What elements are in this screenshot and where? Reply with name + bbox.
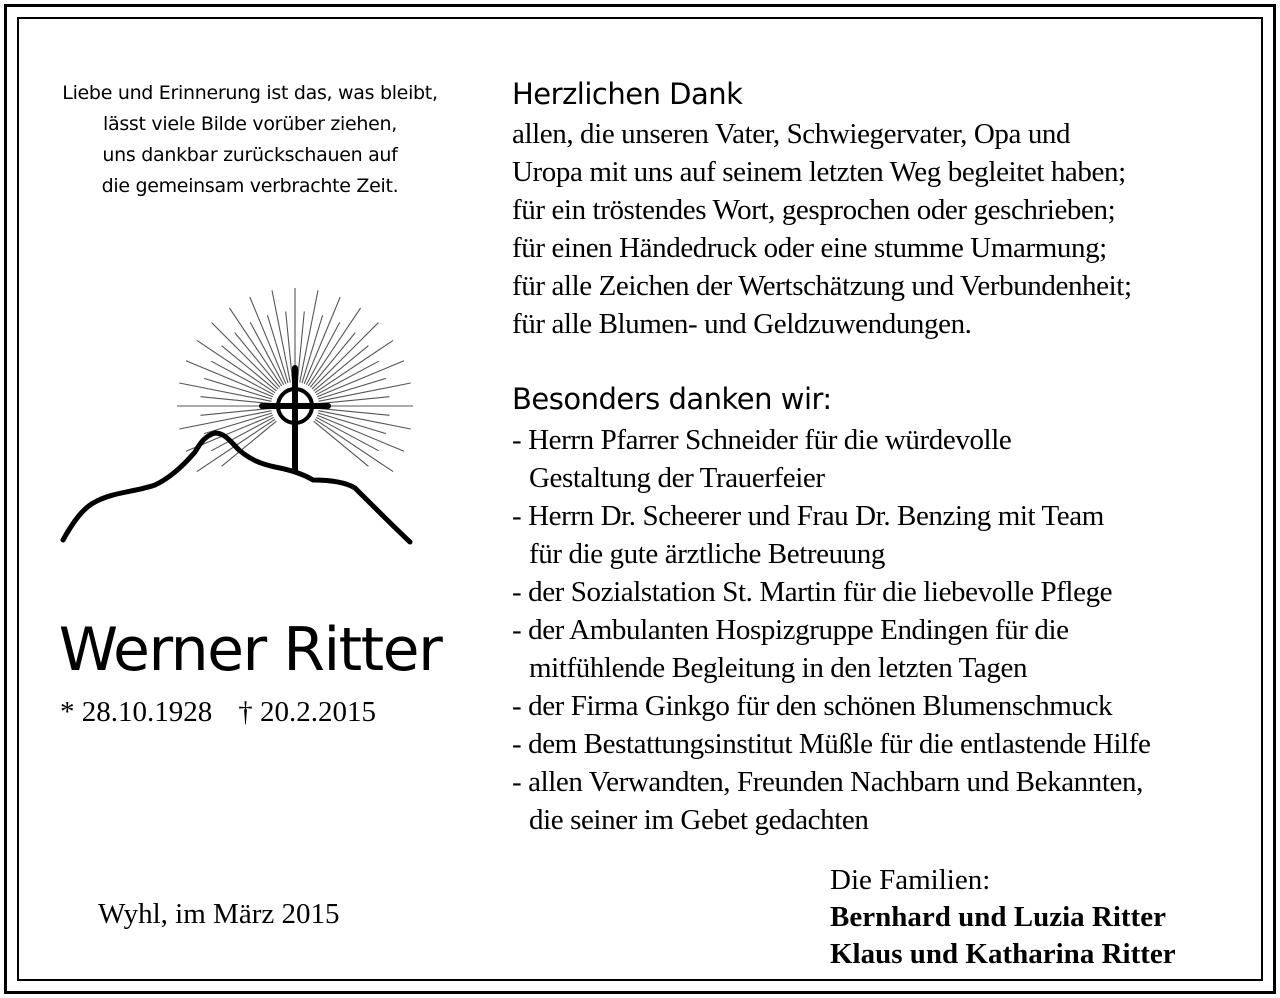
quote-line: lässt viele Bilde vorüber ziehen, xyxy=(103,113,397,135)
light-ray xyxy=(250,297,286,384)
family-name: Klaus und Katharina Ritter xyxy=(830,938,1176,970)
list-item: - Herrn Pfarrer Schneider für die würdevolle xyxy=(512,424,1012,456)
thanks-line: für ein tröstendes Wort, gesprochen oder geschrieben; xyxy=(512,194,1116,226)
light-ray xyxy=(235,333,280,388)
families-label: Die Familien: xyxy=(830,864,991,896)
list-item-continuation: die seiner im Gebet gedachten xyxy=(529,804,869,836)
thanks-line: Uropa mit uns auf seinem letzten Weg begleitet haben; xyxy=(512,156,1126,188)
quote-line: uns dankbar zurückschauen auf xyxy=(102,144,398,166)
cross-on-mountain-with-rays-icon xyxy=(55,270,425,560)
birth-date: * 28.10.1928 xyxy=(60,696,213,728)
mountain-outline xyxy=(63,433,410,542)
light-ray xyxy=(319,408,390,415)
thanks-text xyxy=(512,115,1262,343)
list-item-continuation: Gestaltung der Trauerfeier xyxy=(529,462,825,494)
list-item: - der Ambulanten Hospizgruppe Endingen für die xyxy=(512,614,1069,646)
quote-line: Liebe und Erinnerung ist das, was bleibt, xyxy=(62,82,438,104)
special-thanks-heading: Besonders danken wir: xyxy=(512,382,832,416)
families-signature xyxy=(830,862,1176,973)
light-ray xyxy=(201,408,272,415)
light-ray xyxy=(314,346,369,391)
light-ray xyxy=(201,397,272,404)
list-item: - dem Bestattungsinstitut Müßle für die entlastende Hilfe xyxy=(512,728,1151,760)
special-thanks-list xyxy=(512,421,1262,839)
list-item: - Herrn Dr. Scheerer und Frau Dr. Benzing mit Team xyxy=(512,500,1104,532)
light-ray xyxy=(310,333,355,388)
light-ray xyxy=(286,312,293,383)
thanks-heading: Herzlichen Dank xyxy=(512,77,743,111)
light-ray xyxy=(186,361,273,397)
thanks-line: für einen Händedruck oder eine stumme Umarmung; xyxy=(512,232,1107,264)
death-date: † 20.2.2015 xyxy=(238,696,376,728)
deceased-name: Werner Ritter xyxy=(58,615,442,685)
list-item: - allen Verwandten, Freunden Nachbarn und Bekannten, xyxy=(512,766,1143,798)
light-ray xyxy=(314,421,369,466)
list-item-continuation: für die gute ärztliche Betreuung xyxy=(529,538,885,570)
memorial-quote xyxy=(30,78,470,202)
list-item: - der Sozialstation St. Martin für die liebevolle Pflege xyxy=(512,576,1113,608)
thanks-line: für alle Zeichen der Wertschätzung und Verbundenheit; xyxy=(512,270,1132,302)
light-ray xyxy=(315,419,393,471)
light-ray xyxy=(222,346,277,391)
light-ray xyxy=(319,397,390,404)
thanks-line: für alle Blumen- und Geldzuwendungen. xyxy=(512,308,972,340)
place-and-date: Wyhl, im März 2015 xyxy=(98,898,340,930)
light-ray xyxy=(317,415,404,451)
list-item-continuation: mitfühlende Begleitung in den letzten Tagen xyxy=(529,652,1028,684)
light-ray xyxy=(317,361,404,397)
quote-line: die gemeinsam verbrachte Zeit. xyxy=(101,175,399,197)
light-ray xyxy=(297,312,304,383)
thanks-line: allen, die unseren Vater, Schwiegervater, Opa und xyxy=(512,118,1071,150)
life-dates xyxy=(60,693,376,731)
family-name: Bernhard und Luzia Ritter xyxy=(830,901,1166,933)
list-item: - der Firma Ginkgo für den schönen Blumenschmuck xyxy=(512,690,1113,722)
light-ray xyxy=(304,297,340,384)
